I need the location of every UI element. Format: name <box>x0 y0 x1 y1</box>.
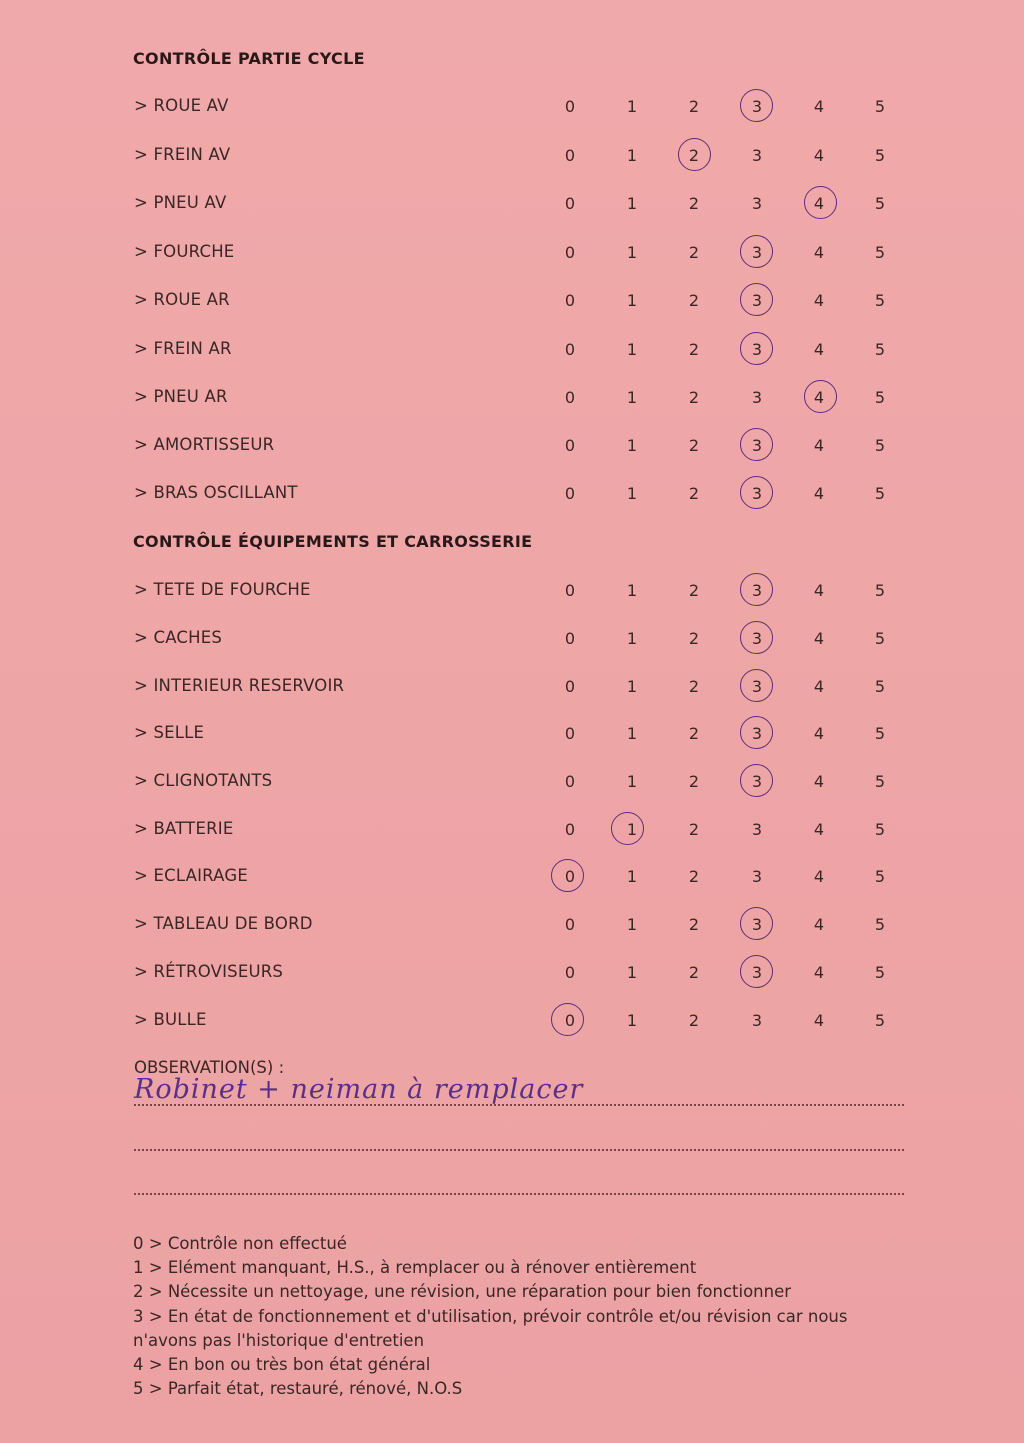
rating-row <box>0 483 1024 513</box>
rating-option-0[interactable]: 0 <box>564 963 576 982</box>
rating-option-0[interactable]: 0 <box>564 291 576 310</box>
row-label: > PNEU AR <box>134 387 228 406</box>
rating-option-5[interactable]: 5 <box>874 194 886 213</box>
rating-option-5[interactable]: 5 <box>874 484 886 503</box>
rating-option-1[interactable]: 1 <box>626 772 638 791</box>
rating-option-0[interactable]: 0 <box>564 867 576 886</box>
rating-option-2[interactable]: 2 <box>688 677 700 696</box>
rating-row <box>0 290 1024 320</box>
rating-option-0[interactable]: 0 <box>564 97 576 116</box>
rating-row <box>0 96 1024 126</box>
rating-legend <box>133 1232 913 1401</box>
rating-option-5[interactable]: 5 <box>874 820 886 839</box>
rating-row <box>0 580 1024 610</box>
rating-option-3[interactable]: 3 <box>751 291 763 310</box>
rating-option-4[interactable]: 4 <box>813 915 825 934</box>
section-title-cycle: CONTRÔLE PARTIE CYCLE <box>133 49 365 68</box>
rating-option-3[interactable]: 3 <box>751 867 763 886</box>
rating-option-5[interactable]: 5 <box>874 146 886 165</box>
rating-option-5[interactable]: 5 <box>874 436 886 455</box>
row-label: > BATTERIE <box>134 819 234 838</box>
rating-option-5[interactable]: 5 <box>874 677 886 696</box>
rating-option-0[interactable]: 0 <box>564 194 576 213</box>
rating-row <box>0 914 1024 944</box>
rating-option-3[interactable]: 3 <box>751 194 763 213</box>
rating-option-2[interactable]: 2 <box>688 243 700 262</box>
rating-option-1[interactable]: 1 <box>626 194 638 213</box>
row-label: > ECLAIRAGE <box>134 866 248 885</box>
rating-option-2[interactable]: 2 <box>688 724 700 743</box>
row-label: > BRAS OSCILLANT <box>134 483 298 502</box>
rating-row <box>0 1010 1024 1040</box>
rating-option-1[interactable]: 1 <box>626 291 638 310</box>
rating-option-1[interactable]: 1 <box>626 340 638 359</box>
rating-option-3[interactable]: 3 <box>751 97 763 116</box>
rating-row <box>0 387 1024 417</box>
rating-option-4[interactable]: 4 <box>813 867 825 886</box>
rating-option-1[interactable]: 1 <box>626 146 638 165</box>
row-label: > CACHES <box>134 628 223 647</box>
rating-option-5[interactable]: 5 <box>874 915 886 934</box>
rating-row <box>0 628 1024 658</box>
rating-option-0[interactable]: 0 <box>564 629 576 648</box>
rating-option-4[interactable]: 4 <box>813 291 825 310</box>
rating-option-1[interactable]: 1 <box>626 1011 638 1030</box>
rating-option-4[interactable]: 4 <box>813 772 825 791</box>
row-label: > INTERIEUR RESERVOIR <box>134 676 345 695</box>
rating-option-3[interactable]: 3 <box>751 1011 763 1030</box>
rating-option-1[interactable]: 1 <box>626 820 638 839</box>
rating-option-4[interactable]: 4 <box>813 194 825 213</box>
section-title-equipment: CONTRÔLE ÉQUIPEMENTS ET CARROSSERIE <box>133 532 533 551</box>
observation-line-3 <box>134 1193 904 1195</box>
rating-option-0[interactable]: 0 <box>564 243 576 262</box>
rating-option-2[interactable]: 2 <box>688 291 700 310</box>
observation-line-1 <box>134 1104 904 1106</box>
rating-row <box>0 676 1024 706</box>
rating-option-2[interactable]: 2 <box>688 146 700 165</box>
rating-option-1[interactable]: 1 <box>626 677 638 696</box>
rating-option-5[interactable]: 5 <box>874 581 886 600</box>
rating-option-5[interactable]: 5 <box>874 629 886 648</box>
rating-option-0[interactable]: 0 <box>564 581 576 600</box>
rating-option-1[interactable]: 1 <box>626 629 638 648</box>
row-label: > TABLEAU DE BORD <box>134 914 313 933</box>
rating-option-5[interactable]: 5 <box>874 388 886 407</box>
rating-option-0[interactable]: 0 <box>564 436 576 455</box>
row-label: > CLIGNOTANTS <box>134 771 273 790</box>
rating-option-1[interactable]: 1 <box>626 388 638 407</box>
rating-option-3[interactable]: 3 <box>751 820 763 839</box>
rating-option-4[interactable]: 4 <box>813 388 825 407</box>
rating-option-0[interactable]: 0 <box>564 820 576 839</box>
rating-row <box>0 723 1024 753</box>
rating-option-4[interactable]: 4 <box>813 340 825 359</box>
rating-option-3[interactable]: 3 <box>751 243 763 262</box>
row-label: > ROUE AV <box>134 96 229 115</box>
row-label: > FREIN AR <box>134 339 232 358</box>
rating-option-2[interactable]: 2 <box>688 484 700 503</box>
rating-option-3[interactable]: 3 <box>751 340 763 359</box>
rating-option-3[interactable]: 3 <box>751 436 763 455</box>
rating-option-3[interactable]: 3 <box>751 772 763 791</box>
rating-option-4[interactable]: 4 <box>813 724 825 743</box>
rating-row <box>0 435 1024 465</box>
rating-option-2[interactable]: 2 <box>688 772 700 791</box>
rating-option-3[interactable]: 3 <box>751 677 763 696</box>
rating-option-2[interactable]: 2 <box>688 581 700 600</box>
rating-option-2[interactable]: 2 <box>688 867 700 886</box>
rating-option-0[interactable]: 0 <box>564 915 576 934</box>
rating-option-2[interactable]: 2 <box>688 963 700 982</box>
rating-option-0[interactable]: 0 <box>564 484 576 503</box>
row-label: > FREIN AV <box>134 145 231 164</box>
rating-option-3[interactable]: 3 <box>751 146 763 165</box>
rating-row <box>0 145 1024 175</box>
rating-option-5[interactable]: 5 <box>874 340 886 359</box>
rating-row <box>0 962 1024 992</box>
rating-option-1[interactable]: 1 <box>626 963 638 982</box>
row-label: > PNEU AV <box>134 193 227 212</box>
rating-option-2[interactable]: 2 <box>688 97 700 116</box>
legend-line: 0 > Contrôle non effectué <box>133 1234 347 1253</box>
row-label: > BULLE <box>134 1010 207 1029</box>
rating-option-0[interactable]: 0 <box>564 677 576 696</box>
legend-line: 1 > Elément manquant, H.S., à remplacer ou à rénover entièrement <box>133 1258 697 1278</box>
observation-line-2 <box>134 1149 904 1151</box>
rating-option-3[interactable]: 3 <box>751 963 763 982</box>
rating-option-2[interactable]: 2 <box>688 388 700 407</box>
legend-line: n'avons pas l'historique d'entretien <box>133 1330 425 1350</box>
rating-option-4[interactable]: 4 <box>813 484 825 503</box>
rating-row <box>0 339 1024 369</box>
rating-option-5[interactable]: 5 <box>874 97 886 116</box>
observations-label: OBSERVATION(S) : <box>134 1058 285 1077</box>
rating-option-0[interactable]: 0 <box>564 1011 576 1030</box>
rating-option-4[interactable]: 4 <box>813 243 825 262</box>
rating-row <box>0 771 1024 801</box>
rating-row <box>0 193 1024 223</box>
rating-option-1[interactable]: 1 <box>626 484 638 503</box>
rating-option-3[interactable]: 3 <box>751 484 763 503</box>
rating-option-5[interactable]: 5 <box>874 243 886 262</box>
rating-option-3[interactable]: 3 <box>751 388 763 407</box>
row-label: > TETE DE FOURCHE <box>134 580 311 599</box>
rating-option-1[interactable]: 1 <box>626 915 638 934</box>
legend-line: 2 > Nécessite un nettoyage, une révision, une réparation pour bien fonctionner <box>133 1282 792 1302</box>
row-label: > ROUE AR <box>134 290 230 309</box>
rating-option-4[interactable]: 4 <box>813 1011 825 1030</box>
row-label: > FOURCHE <box>134 242 235 261</box>
rating-option-3[interactable]: 3 <box>751 915 763 934</box>
observations-handwritten-text: Robinet + neiman à remplacer <box>134 1074 584 1105</box>
rating-option-4[interactable]: 4 <box>813 97 825 116</box>
rating-option-3[interactable]: 3 <box>751 629 763 648</box>
rating-option-1[interactable]: 1 <box>626 581 638 600</box>
rating-option-1[interactable]: 1 <box>626 97 638 116</box>
rating-option-0[interactable]: 0 <box>564 388 576 407</box>
rating-option-5[interactable]: 5 <box>874 724 886 743</box>
rating-option-5[interactable]: 5 <box>874 291 886 310</box>
row-label: > SELLE <box>134 723 205 742</box>
rating-option-2[interactable]: 2 <box>688 194 700 213</box>
rating-option-0[interactable]: 0 <box>564 724 576 743</box>
rating-option-5[interactable]: 5 <box>874 1011 886 1030</box>
legend-line: 5 > Parfait état, restauré, rénové, N.O.S <box>133 1379 463 1399</box>
rating-option-4[interactable]: 4 <box>813 629 825 648</box>
legend-line: 3 > En état de fonctionnement et d'utilisation, prévoir contrôle et/ou révision car nous <box>133 1306 848 1326</box>
rating-option-0[interactable]: 0 <box>564 146 576 165</box>
rating-option-2[interactable]: 2 <box>688 1011 700 1030</box>
row-label: > AMORTISSEUR <box>134 435 275 454</box>
rating-option-4[interactable]: 4 <box>813 963 825 982</box>
rating-option-1[interactable]: 1 <box>626 243 638 262</box>
rating-row <box>0 242 1024 272</box>
rating-option-0[interactable]: 0 <box>564 772 576 791</box>
rating-option-5[interactable]: 5 <box>874 867 886 886</box>
rating-option-2[interactable]: 2 <box>688 820 700 839</box>
rating-option-4[interactable]: 4 <box>813 820 825 839</box>
rating-option-2[interactable]: 2 <box>688 629 700 648</box>
rating-option-4[interactable]: 4 <box>813 146 825 165</box>
rating-option-4[interactable]: 4 <box>813 677 825 696</box>
rating-option-2[interactable]: 2 <box>688 436 700 455</box>
rating-option-0[interactable]: 0 <box>564 340 576 359</box>
rating-row <box>0 819 1024 849</box>
rating-row <box>0 866 1024 896</box>
rating-option-3[interactable]: 3 <box>751 581 763 600</box>
row-label: > RÉTROVISEURS <box>134 962 284 981</box>
rating-option-2[interactable]: 2 <box>688 915 700 934</box>
rating-option-4[interactable]: 4 <box>813 436 825 455</box>
rating-option-3[interactable]: 3 <box>751 724 763 743</box>
rating-option-1[interactable]: 1 <box>626 867 638 886</box>
legend-line: 4 > En bon ou très bon état général <box>133 1355 431 1375</box>
rating-option-5[interactable]: 5 <box>874 963 886 982</box>
rating-option-2[interactable]: 2 <box>688 340 700 359</box>
rating-option-4[interactable]: 4 <box>813 581 825 600</box>
rating-option-1[interactable]: 1 <box>626 436 638 455</box>
rating-option-5[interactable]: 5 <box>874 772 886 791</box>
rating-option-1[interactable]: 1 <box>626 724 638 743</box>
